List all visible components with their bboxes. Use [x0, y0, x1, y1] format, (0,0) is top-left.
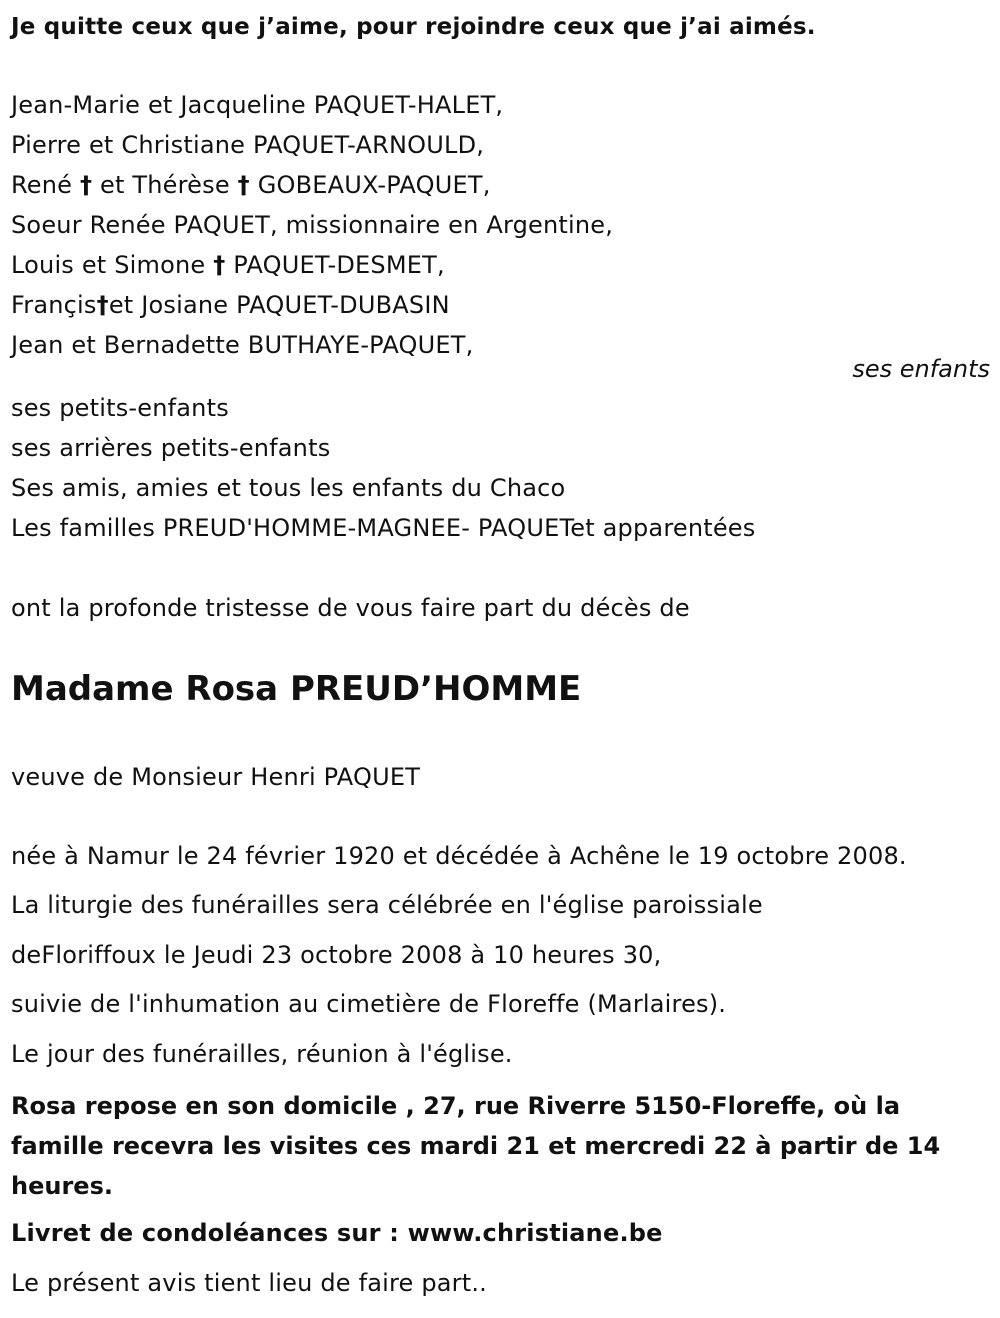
family-line: Les familles PREUD'HOMME-MAGNEE- PAQUETet apparentées: [11, 514, 756, 542]
detail-line: deFloriffoux le Jeudi 23 octobre 2008 à 10 heures 30,: [11, 941, 662, 969]
child-line-text: Louis et Simone: [11, 251, 214, 279]
child-line-text: Jean-Marie et Jacqueline PAQUET-HALET,: [11, 91, 504, 119]
child-line-3: [11, 170, 491, 200]
family-line: ses petits-enfants: [11, 394, 229, 422]
cross-icon: †: [79, 171, 93, 199]
child-line-text: et Thérèse: [92, 171, 238, 199]
family-line: ses arrières petits-enfants: [11, 434, 331, 462]
condolences-text: Livret de condoléances sur : www.christiane.be: [11, 1219, 663, 1247]
child-line-4: [11, 210, 613, 240]
deceased-name: Madame Rosa PREUD’HOMME: [11, 669, 582, 709]
child-line-text: GOBEAUX-PAQUET,: [249, 171, 491, 199]
cross-icon: †: [237, 171, 250, 199]
footer-text: Le présent avis tient lieu de faire part..: [11, 1269, 488, 1297]
cross-icon: †: [213, 251, 226, 279]
child-line-7: [11, 330, 473, 360]
widow-of-text: veuve de Monsieur Henri PAQUET: [11, 763, 421, 791]
detail-line: suivie de l'inhumation au cimetière de Floreffe (Marlaires).: [11, 990, 727, 1018]
child-line-1: [11, 90, 503, 120]
detail-line: La liturgie des funérailles sera célébrée en l'église paroissiale: [11, 891, 763, 919]
child-line-text: PAQUET-DESMET,: [225, 251, 445, 279]
child-line-text: Françis: [11, 291, 97, 319]
visitation-text: Rosa repose en son domicile , 27, rue Riverre 5150-Floreffe, où la famille recevra les visites ces mardi 21 et mercredi 22 à partir de 14 heures.: [11, 1092, 941, 1200]
detail-line: Le jour des funérailles, réunion à l'église.: [11, 1040, 513, 1068]
child-line-text: René: [11, 171, 80, 199]
family-line: Ses amis, amies et tous les enfants du Chaco: [11, 474, 566, 502]
child-line-text: Soeur Renée PAQUET, missionnaire en Argentine,: [11, 211, 614, 239]
child-line-6: [11, 290, 450, 320]
announcement-text: ont la profonde tristesse de vous faire part du décès de: [11, 594, 690, 622]
detail-line: née à Namur le 24 février 1920 et décédée à Achêne le 19 octobre 2008.: [11, 842, 907, 870]
child-line-text: Jean et Bernadette BUTHAYE-PAQUET,: [11, 331, 474, 359]
child-line-text: Pierre et Christiane PAQUET-ARNOULD,: [11, 131, 485, 159]
child-line-5: [11, 250, 445, 280]
child-line-2: [11, 130, 484, 160]
child-line-text: et Josiane PAQUET-DUBASIN: [108, 291, 450, 319]
opening-quote: Je quitte ceux que j’aime, pour rejoindre ceux que j’ai aimés.: [11, 14, 816, 40]
cross-icon: †: [96, 291, 109, 319]
children-label: ses enfants: [852, 355, 990, 383]
